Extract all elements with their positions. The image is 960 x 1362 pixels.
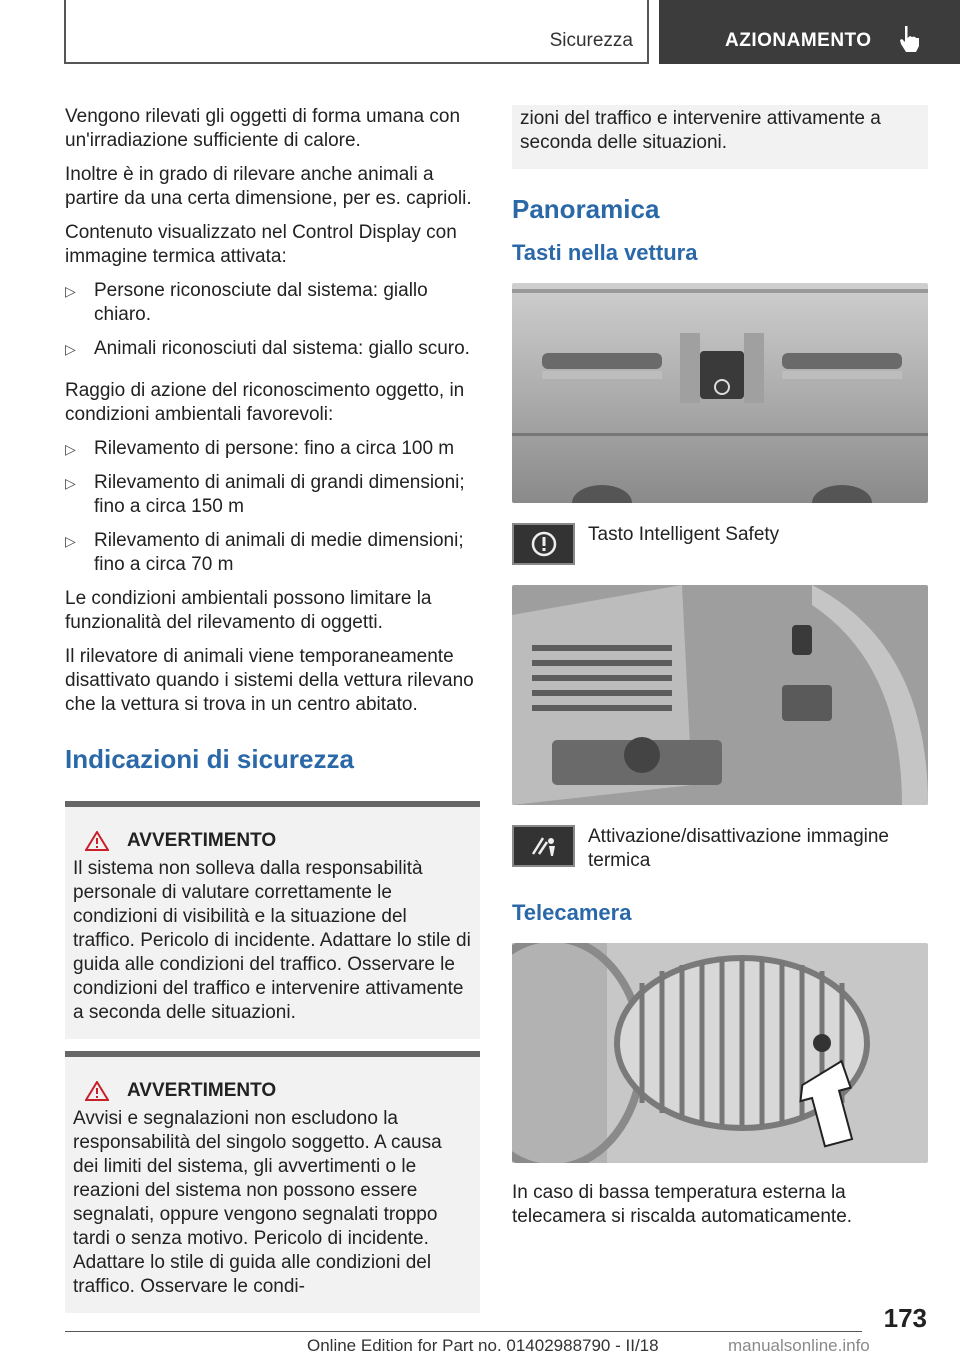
front-grille-camera-photo — [512, 943, 928, 1163]
key-legend-row — [512, 523, 928, 565]
warning-title: AVVERTIMENTO — [127, 1080, 277, 1101]
edition-info: Online Edition for Part no. 01402988790 - II/18 — [307, 1336, 659, 1355]
paragraph: In caso di bassa temperatura esterna la telecamera si riscalda automaticamente. — [512, 1182, 853, 1227]
watermark: manualsonline.info — [728, 1336, 870, 1355]
paragraph: Vengono rilevati gli oggetti di forma umana con un'irradiazione sufficiente di calore. — [65, 106, 461, 151]
warning-triangle-icon — [85, 1081, 109, 1101]
warning-continuation: zioni del traffico e intervenire attivamente a seconda delle situazioni. — [512, 105, 928, 169]
paragraph: Contenuto visualizzato nel Control Display con immagine termica attivata: — [65, 222, 457, 267]
key-legend-row — [512, 825, 928, 873]
warning-triangle-icon — [85, 831, 109, 851]
list-item: ▷ Animali riconosciuti dal sistema: giallo scuro. — [65, 338, 470, 359]
paragraph: Inoltre è in grado di rilevare anche animali a partire da una certa dimensione, per es. caprioli. — [65, 164, 472, 209]
header-chapter-tab — [659, 0, 960, 64]
page-number: 173 — [883, 1303, 927, 1333]
key-label: Tasto Intelligent Safety — [588, 524, 780, 545]
section-heading: Indicazioni di sicurezza — [65, 744, 354, 774]
warning-text: Il sistema non solleva dalla responsabilità personale di valutare correttamente le condizioni di visibilità e la situazione del traffico. Pericolo di incidente. Adattare lo stile di guida alle condizioni del traffico. Osservare le condizioni del traffico e intervenire attivamente a seconda delle situazioni. — [73, 858, 471, 1023]
key-label: Attivazione/disattivazione immagine termica — [588, 826, 889, 871]
thermal-image-button-icon — [512, 825, 575, 867]
triangle-bullet-icon: ▷ — [65, 475, 76, 491]
warning-box — [65, 801, 480, 1039]
triangle-bullet-icon: ▷ — [65, 441, 76, 457]
paragraph: Il rilevatore di animali viene temporaneamente disattivato quando i sistemi della vettura rilevano che la vettura si trova in un centro abitato. — [65, 646, 474, 715]
intelligent-safety-button-icon — [512, 523, 575, 565]
header-section-tab — [64, 0, 649, 64]
right-column — [512, 105, 928, 1239]
paragraph: Le condizioni ambientali possono limitare la funzionalità del rilevamento di oggetti. — [65, 588, 432, 633]
chapter-title: AZIONAMENTO — [725, 30, 872, 51]
list-item: ▷ Rilevamento di animali di medie dimensioni; fino a circa 70 m — [65, 530, 464, 575]
warning-text: Avvisi e segnalazioni non escludono la responsabilità del singolo soggetto. A causa dei limiti del sistema, gli avvertimenti o le reazioni del sistema non possono essere segnalati, oppure vengono segnalati troppo tardi o senza motivo. Pericolo di incidente. Adattare lo stile di guida alle condizioni del traffico. Osservare le condi- — [73, 1108, 442, 1297]
section-title: Sicurezza — [549, 30, 633, 51]
triangle-bullet-icon: ▷ — [65, 341, 76, 357]
triangle-bullet-icon: ▷ — [65, 533, 76, 549]
left-column — [65, 105, 480, 1313]
triangle-bullet-icon: ▷ — [65, 283, 76, 299]
section-heading: Panoramica — [512, 194, 660, 224]
warning-box — [65, 1051, 480, 1313]
subsection-heading: Tasti nella vettura — [512, 240, 698, 265]
list-item: ▷ Rilevamento di persone: fino a circa 100 m — [65, 438, 455, 459]
subsection-heading: Telecamera — [512, 900, 632, 925]
light-switch-panel-photo — [512, 585, 928, 805]
hand-pointer-icon — [897, 24, 923, 54]
list-item: ▷ Persone riconosciute dal sistema: giallo chiaro. — [65, 280, 428, 325]
warning-title: AVVERTIMENTO — [127, 830, 277, 851]
list-item: ▷ Rilevamento di animali di grandi dimensioni; fino a circa 150 m — [65, 472, 465, 517]
dashboard-buttons-photo — [512, 283, 928, 503]
footer-divider — [65, 1331, 862, 1332]
paragraph: Raggio di azione del riconoscimento oggetto, in condizioni ambientali favorevoli: — [65, 380, 465, 425]
